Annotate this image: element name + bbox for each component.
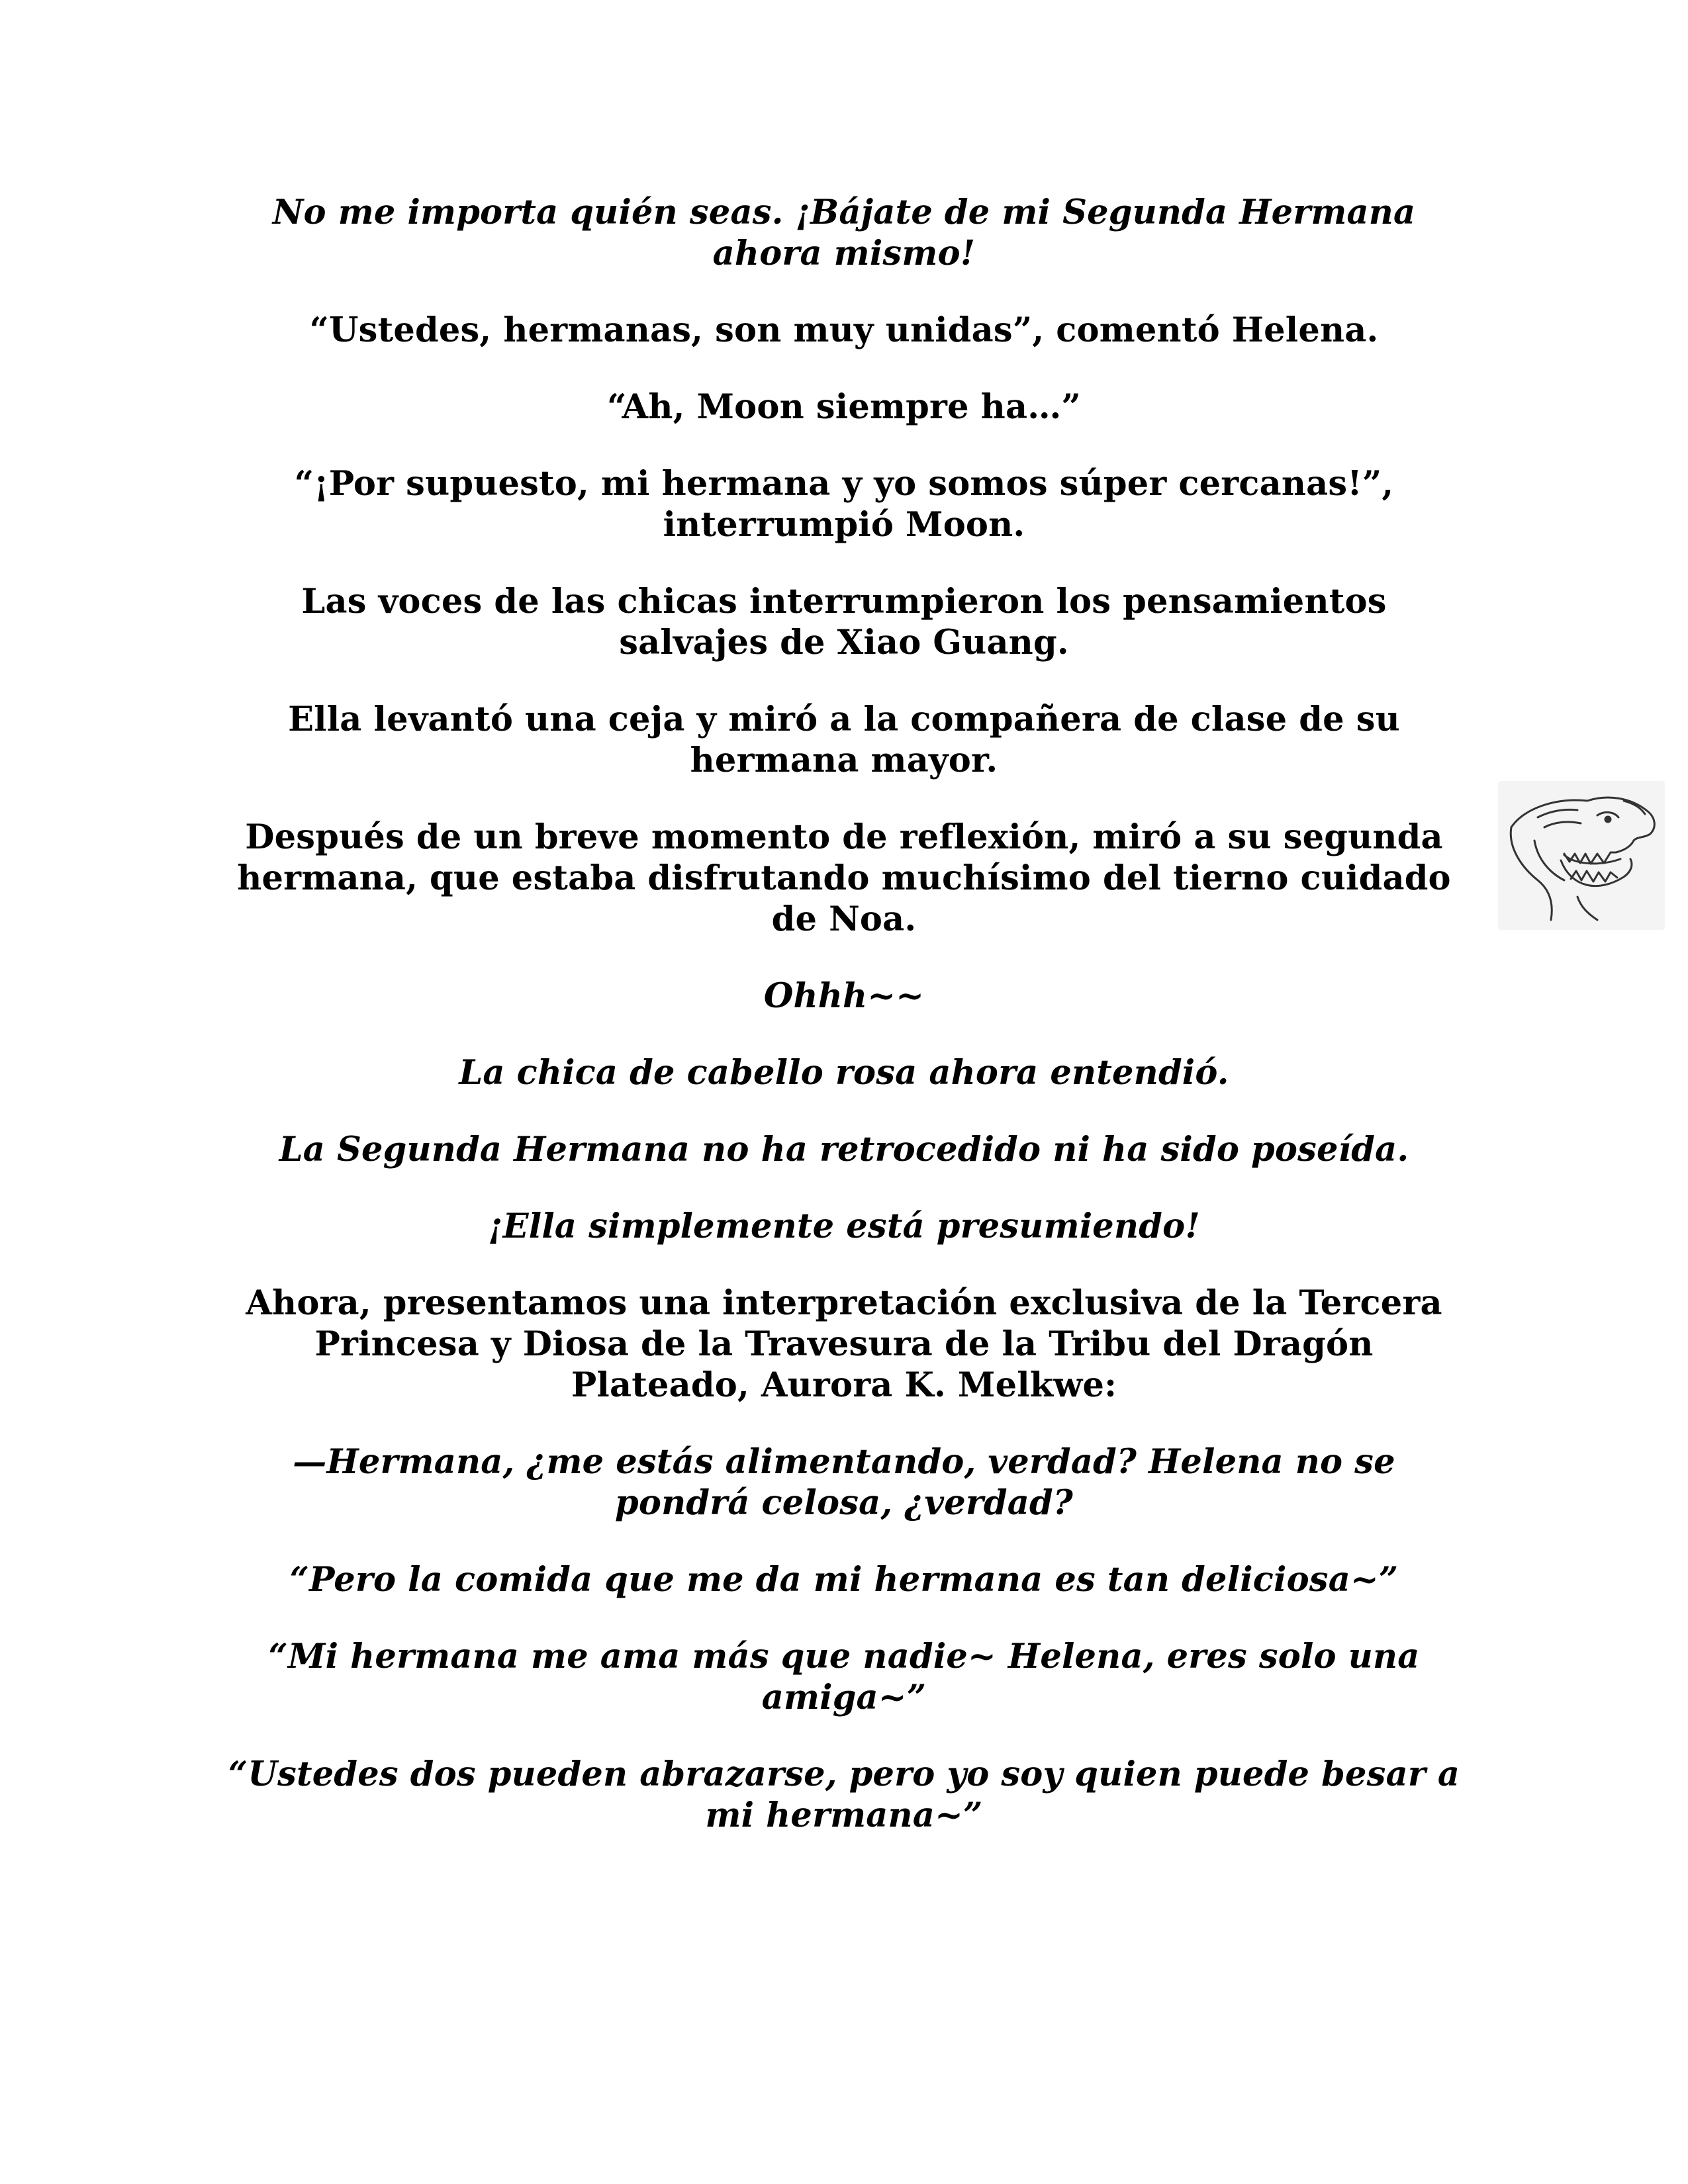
paragraph-4: “¡Por supuesto, mi hermana y yo somos súper cercanas!”, interrumpió Moon. [294,464,1394,545]
paragraph-5: Las voces de las chicas interrumpieron los pensamientos salvajes de Xiao Guang. [301,582,1387,662]
paragraph-16: “Ustedes dos pueden abrazarse, pero yo soy quien puede besar a mi hermana~” [228,1754,1460,1835]
paragraph-9: La chica de cabello rosa ahora entendió. [459,1053,1229,1093]
text-column [225,192,1463,1872]
paragraph-3: “Ah, Moon siempre ha…” [607,387,1081,427]
paragraph-10: La Segunda Hermana no ha retrocedido ni ha sido poseída. [279,1130,1409,1169]
paragraph-8: Ohhh~~ [763,976,925,1016]
paragraph-15: “Mi hermana me ama más que nadie~ Helena, eres solo una amiga~” [268,1637,1420,1717]
paragraph-12: Ahora, presentamos una interpretación exclusiva de la Tercera Princesa y Diosa de la Travesura de la Tribu del Dragón Plateado, Aurora K. Melkwe: [246,1283,1442,1405]
paragraph-14: “Pero la comida que me da mi hermana es tan deliciosa~” [289,1560,1399,1600]
paragraph-11: ¡Ella simplemente está presumiendo! [488,1206,1200,1246]
paragraph-1: No me importa quién seas. ¡Bájate de mi Segunda Hermana ahora mismo! [272,193,1416,273]
paragraph-2: “Ustedes, hermanas, son muy unidas”, comentó Helena. [309,310,1379,350]
paragraph-7: Después de un breve momento de reflexión, miró a su segunda hermana, que estaba disfrutando muchísimo del tierno cuidado de Noa. [237,817,1451,939]
paragraph-13: —Hermana, ¿me estás alimentando, verdad? Helena no se pondrá celosa, ¿verdad? [293,1442,1395,1523]
paragraph-6: Ella levantó una ceja y miró a la compañera de clase de su hermana mayor. [288,700,1400,780]
dinosaur-sketch-icon [1498,781,1665,930]
